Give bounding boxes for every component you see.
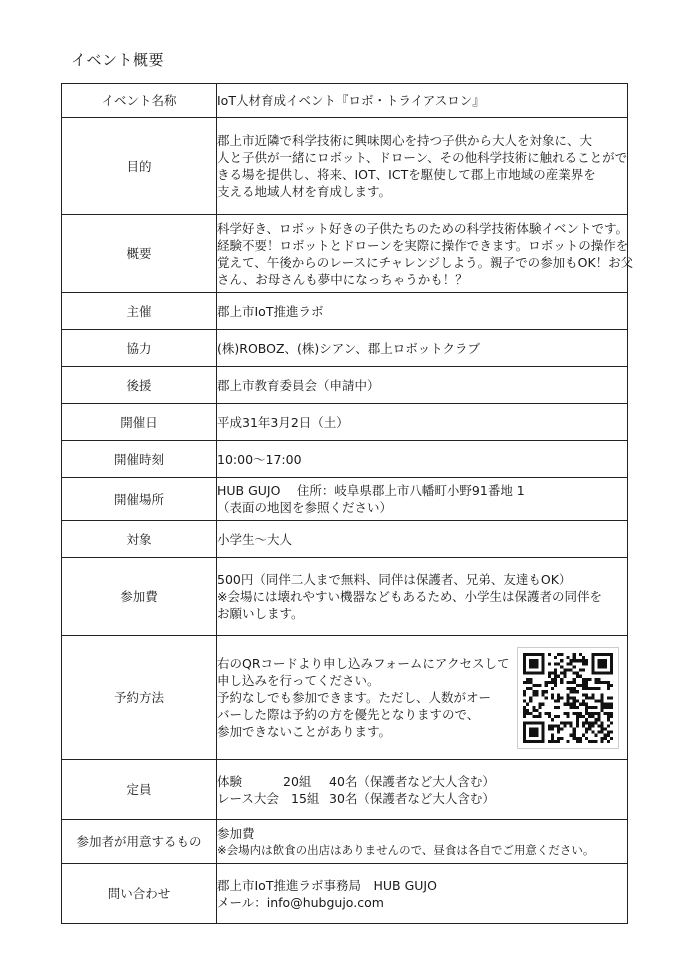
table-row: [62, 820, 628, 864]
table-row: [62, 478, 628, 521]
text-line: さん、お母さんも夢中になっちゃうかも！？: [217, 271, 468, 287]
qr-code-icon[interactable]: [517, 647, 619, 749]
row-value-reservation: [217, 636, 628, 760]
section-heading: イベント概要: [71, 51, 165, 69]
row-label-support: 後援: [62, 367, 217, 404]
table-row: [62, 215, 628, 293]
row-value-purpose: [217, 118, 628, 215]
row-label-bring: 参加者が用意するもの: [62, 820, 217, 864]
row-value-date: 平成31年3月2日（土）: [217, 404, 628, 441]
row-value-name: IoT人材育成イベント『ロボ・トライアスロン』: [217, 84, 628, 118]
row-value-contact: [217, 864, 628, 924]
row-label-date: 開催日: [62, 404, 217, 441]
reservation-content: [217, 655, 627, 740]
table-row: [62, 84, 628, 118]
text-line: バーした際は予約の方を優先となりますので、: [217, 707, 480, 722]
row-value-fee: [217, 558, 628, 636]
row-value-time: 10:00～17:00: [217, 441, 628, 478]
row-label-cooperation: 協力: [62, 330, 217, 367]
table-row: [62, 367, 628, 404]
text-line: 覚えて、午後からのレースにチャレンジしよう。親子での参加もOK！お父: [217, 254, 634, 270]
text-line: 科学好き、ロボット好きの子供たちのための科学技術体験イベントです。: [217, 220, 629, 236]
text-line: HUB GUJO 住所：岐阜県郡上市八幡町小野91番地 1: [217, 483, 525, 498]
table-row: [62, 521, 628, 558]
text-line: 参加費: [217, 825, 255, 841]
row-label-target: 対象: [62, 521, 217, 558]
row-label-venue: 開催場所: [62, 478, 217, 521]
table-row: [62, 558, 628, 636]
row-value-summary: [217, 215, 634, 293]
table-row: [62, 330, 628, 367]
text-line: 右のQRコードより申し込みフォームにアクセスして: [217, 656, 510, 671]
row-value-cooperation: (株)ROBOZ、(株)シアン、郡上ロボットクラブ: [217, 330, 628, 367]
event-overview-table: [61, 83, 634, 924]
row-label-capacity: 定員: [62, 760, 217, 820]
row-label-contact: 問い合わせ: [62, 864, 217, 924]
text-line: メール：info@hubgujo.com: [217, 894, 384, 910]
capacity-people: 30名（保護者など大人含む）: [329, 790, 495, 806]
table-row: [62, 636, 628, 760]
table-row: [62, 760, 628, 820]
text-line: 予約なしでも参加できます。ただし、人数がオー: [217, 690, 492, 705]
row-label-fee: 参加費: [62, 558, 217, 636]
text-line: お願いします。: [217, 606, 304, 621]
qr-code-graphic: [523, 653, 613, 743]
capacity-name: レース大会: [217, 790, 279, 806]
text-line: ※会場内は飲食の出店はありませんので、昼食は各自でご用意ください。: [217, 842, 595, 857]
table-row: [62, 118, 628, 215]
text-line: （表面の地図を参照ください）: [217, 500, 393, 515]
row-label-summary: 概要: [62, 215, 217, 293]
table-row: [62, 293, 628, 330]
text-line: 支える地域人材を育成します。: [217, 184, 392, 199]
text-line: 郡上市IoT推進ラボ事務局 HUB GUJO: [217, 877, 437, 893]
row-label-purpose: 目的: [62, 118, 217, 215]
row-value-target: 小学生～大人: [217, 521, 628, 558]
capacity-groups: 15組: [291, 790, 320, 806]
row-label-time: 開催時刻: [62, 441, 217, 478]
text-line: ※会場には壊れやすい機器などもあるため、小学生は保護者の同伴を: [217, 589, 602, 604]
row-value-support: 郡上市教育委員会（申請中）: [217, 367, 628, 404]
table-row: [62, 404, 628, 441]
text-line: 申し込みを行ってください。: [217, 673, 380, 688]
row-value-capacity: [217, 760, 628, 820]
row-value-bring: [217, 820, 628, 864]
text-line: きる場を提供し、将来、IOT、ICTを駆使して郡上市地域の産業界を: [217, 167, 596, 182]
capacity-people: 40名（保護者など大人含む）: [329, 773, 495, 789]
capacity-item: [217, 773, 627, 790]
capacity-item: [217, 790, 627, 807]
table-row: [62, 864, 628, 924]
row-value-host: 郡上市IoT推進ラボ: [217, 293, 628, 330]
row-label-host: 主催: [62, 293, 217, 330]
text-line: 参加できないことがあります。: [217, 724, 392, 739]
table-row: [62, 441, 628, 478]
row-label-reservation: 予約方法: [62, 636, 217, 760]
text-line: 郡上市近隣で科学技術に興味関心を持つ子供から大人を対象に、大: [217, 133, 593, 148]
text-line: 経験不要！ロボットとドローンを実際に操作できます。ロボットの操作を: [217, 237, 629, 253]
row-value-venue: [217, 478, 628, 521]
capacity-groups: 20組: [283, 773, 312, 789]
capacity-name: 体験: [217, 773, 243, 789]
text-line: 人と子供が一緒にロボット、ドローン、その他科学技術に触れることがで: [217, 150, 628, 165]
row-label-name: イベント名称: [62, 84, 217, 118]
text-line: 500円（同伴二人まで無料、同伴は保護者、兄弟、友達もOK）: [217, 572, 572, 587]
